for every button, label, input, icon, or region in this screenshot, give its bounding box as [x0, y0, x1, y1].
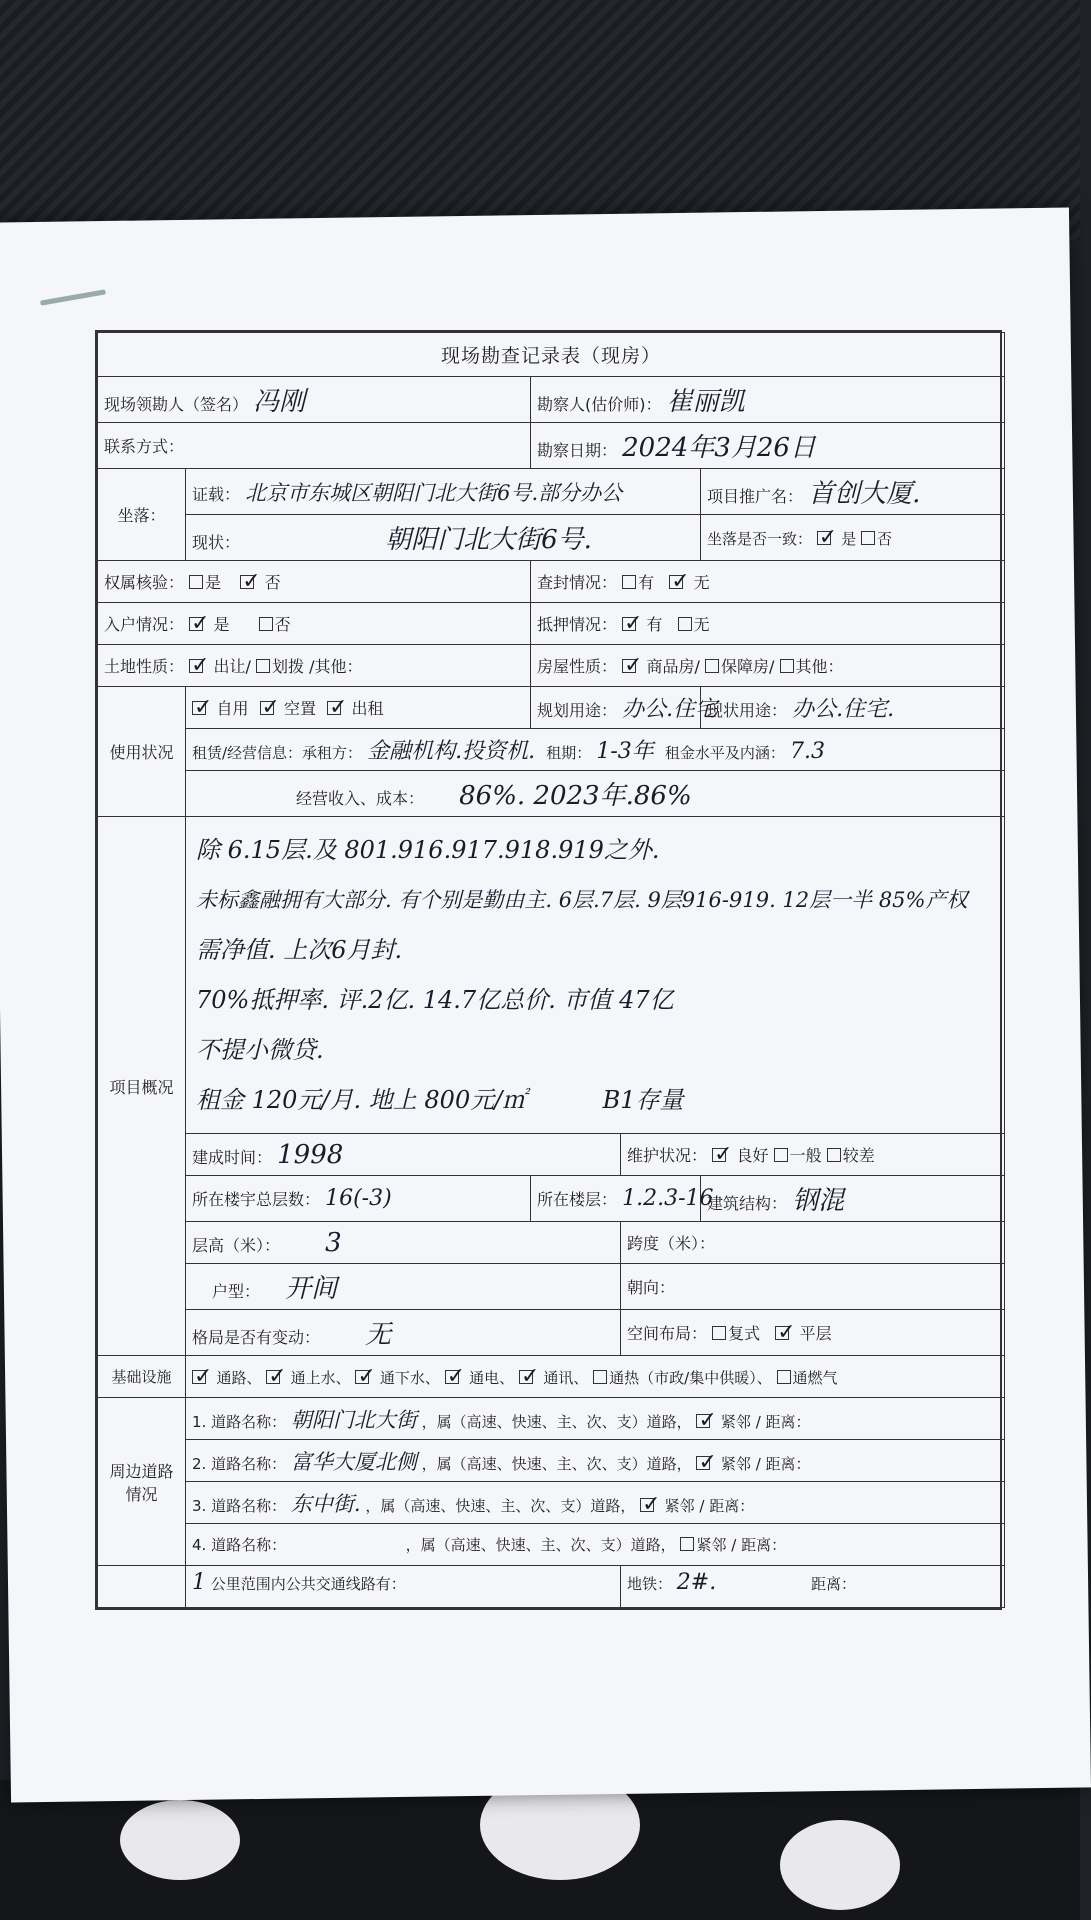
- distance-label: 距离：: [811, 1575, 857, 1593]
- survey-form: [95, 330, 1002, 1610]
- option-yes: 是: [841, 530, 857, 548]
- checkbox-icon[interactable]: [705, 659, 719, 673]
- overview-line: 不提小微贷.: [196, 1036, 324, 1064]
- current-use-cell: [701, 687, 1005, 729]
- plan-use-value: 办公.住宅: [622, 697, 718, 722]
- surveyor-cell: [531, 377, 1005, 423]
- usage-opts-cell: [186, 687, 531, 729]
- maint-cell: [621, 1134, 1005, 1176]
- entry-cell: [98, 603, 531, 645]
- infra-option-road: 通路、: [216, 1369, 262, 1387]
- checkbox-icon[interactable]: [593, 1370, 607, 1384]
- layout-change-label: 格局是否有变动：: [192, 1328, 321, 1347]
- overview-line: 未标鑫融拥有大部分. 有个别是勤由主. 6层.7层. 9层916-919. 12层一半 85%产权: [196, 888, 968, 912]
- road-type-text: ，属（高速、快速、主、次、支）道路，: [365, 1496, 636, 1515]
- checkbox-icon[interactable]: [256, 659, 270, 673]
- road-prefix: 1. 道路名称：: [192, 1412, 287, 1431]
- house-label: 房屋性质：: [537, 657, 618, 676]
- option-distance: / 距离：: [755, 1454, 811, 1473]
- current-use-label: 现状用途：: [707, 701, 788, 720]
- floor-blob: [120, 1800, 240, 1880]
- land-option-allocate: 划拨: [272, 657, 305, 676]
- lead-cell: [98, 377, 531, 423]
- maint-option-poor: 较差: [842, 1146, 875, 1165]
- checkmark-icon: ✓: [446, 1364, 466, 1389]
- option-adjacent: 紧邻: [720, 1412, 751, 1431]
- form-title: 现场勘查记录表（现房）: [98, 333, 1005, 377]
- checkmark-icon: ✓: [194, 695, 213, 720]
- height-value: 3: [325, 1227, 342, 1258]
- subway-label: 地铁：: [627, 1575, 673, 1593]
- option-adjacent: 紧邻: [696, 1536, 727, 1554]
- floor-blob: [780, 1820, 900, 1910]
- checkbox-icon[interactable]: [774, 1148, 788, 1162]
- subway-cell: [621, 1566, 1005, 1608]
- overview-line: 租金 120元/月. 地上 800元/㎡ B1存量: [196, 1086, 684, 1114]
- checkmark-icon: ✓: [357, 1364, 376, 1389]
- income-label: 经营收入、成本：: [296, 789, 425, 808]
- checkmark-icon: ✓: [624, 611, 643, 636]
- option-yes: 是: [213, 615, 230, 634]
- house-option-affordable: 保障房/: [721, 657, 775, 676]
- date-value: 2024年3月26日: [622, 433, 816, 463]
- option-no: 否: [877, 530, 893, 548]
- overview-line: 需净值. 上次6月封.: [196, 936, 403, 964]
- project-name-value: 首创大厦.: [808, 479, 921, 509]
- layout-change-value: 无: [365, 1320, 392, 1350]
- term-label: 租期：: [546, 744, 592, 762]
- checkmark-icon: ✓: [329, 695, 348, 720]
- road-row-3: [186, 1482, 1005, 1524]
- mortgage-label: 抵押情况：: [537, 615, 618, 634]
- lease-cell: [186, 729, 1005, 771]
- transit-cell: [186, 1566, 621, 1608]
- road-name: 富华大厦北侧: [290, 1449, 417, 1474]
- plan-use-label: 规划用途：: [537, 701, 618, 720]
- built-value: 1998: [277, 1139, 344, 1170]
- cert-label: 证载：: [192, 484, 241, 504]
- seizure-cell: [531, 561, 1005, 603]
- checkmark-icon: ✓: [777, 1320, 796, 1345]
- current-label: 现状：: [192, 533, 241, 552]
- checkbox-icon[interactable]: [827, 1148, 841, 1162]
- house-cell: [531, 645, 1005, 687]
- mortgage-cell: [531, 603, 1005, 645]
- option-distance: / 距离：: [731, 1536, 787, 1554]
- structure-value: 钢混: [792, 1186, 845, 1216]
- option-distance: / 距离：: [699, 1496, 755, 1515]
- infra-label: 基础设施: [98, 1356, 186, 1398]
- checkbox-icon[interactable]: [777, 1370, 791, 1384]
- maint-label: 维护状况：: [627, 1146, 708, 1165]
- built-label: 建成时间：: [192, 1147, 273, 1167]
- usage-option-self: 自用: [216, 699, 249, 718]
- road-prefix: 4. 道路名称：: [192, 1536, 287, 1554]
- checkmark-icon: ✓: [714, 1142, 733, 1167]
- current-value: 朝阳门北大街6号.: [385, 525, 592, 555]
- project-name-cell: [701, 469, 1005, 515]
- option-adjacent: 紧邻: [720, 1454, 751, 1473]
- transit-label: 公里范围内公共交通线路有：: [210, 1575, 406, 1593]
- checkmark-icon: ✓: [194, 1364, 213, 1389]
- checkbox-icon[interactable]: [780, 659, 794, 673]
- road-row-2: [186, 1440, 1005, 1482]
- checkmark-icon: ✓: [818, 525, 838, 550]
- land-cell: [98, 645, 531, 687]
- checkbox-icon[interactable]: [861, 531, 875, 545]
- infra-option-water-supply: 通上水、: [290, 1369, 351, 1387]
- span-label: 跨度（米）：: [621, 1222, 1005, 1264]
- usage-option-vacant: 空置: [283, 699, 316, 718]
- space-label: 空间布局：: [627, 1324, 708, 1343]
- ownership-label: 权属核验：: [104, 573, 185, 592]
- option-has: 有: [638, 573, 655, 592]
- overview-line: 除 6.15层.及 801.916.917.918.919之外.: [196, 836, 660, 864]
- consistent-label: 坐落是否一致：: [707, 530, 813, 548]
- road-row-1: [186, 1398, 1005, 1440]
- checkbox-icon[interactable]: [259, 617, 273, 631]
- road-name: 东中街.: [290, 1491, 361, 1516]
- checkmark-icon: ✓: [698, 1449, 717, 1475]
- roads-label: 周边道路情况: [98, 1398, 186, 1566]
- house-option-commercial: 商品房/: [646, 657, 700, 676]
- lease-label: 租赁/经营信息：承租方：: [192, 744, 363, 762]
- option-has: 有: [646, 615, 663, 634]
- land-option-grant: 出让/: [213, 657, 251, 676]
- type-label: 户型：: [212, 1282, 261, 1301]
- road-prefix: 3. 道路名称：: [192, 1496, 287, 1515]
- overview-label: 项目概况: [98, 817, 186, 1356]
- infra-cell: [186, 1356, 1005, 1398]
- checkmark-icon: ✓: [191, 653, 210, 678]
- current-use-value: 办公.住宅.: [792, 697, 895, 722]
- height-cell: [186, 1222, 621, 1264]
- house-option-other: 其他：: [795, 657, 844, 676]
- cert-value: 北京市东城区朝阳门北大街6号.部分办公: [245, 480, 623, 505]
- location-label: 坐落：: [98, 469, 186, 561]
- road-row-4: [186, 1524, 1005, 1566]
- type-cell: [186, 1264, 621, 1310]
- built-cell: [186, 1134, 621, 1176]
- checkmark-icon: ✓: [698, 1407, 717, 1433]
- checkbox-icon[interactable]: [189, 575, 203, 589]
- structure-cell: [701, 1176, 1005, 1222]
- rent-label: 租金水平及内涵：: [664, 744, 785, 762]
- checkmark-icon: ✓: [268, 1364, 287, 1389]
- term-value: 1-3年: [596, 739, 654, 764]
- infra-option-telecom: 通讯、: [543, 1369, 589, 1387]
- project-name-label: 项目推广名：: [707, 487, 804, 506]
- option-distance: / 距离：: [755, 1412, 811, 1431]
- date-label: 勘察日期：: [537, 441, 618, 460]
- option-none: 无: [693, 573, 710, 592]
- space-cell: [621, 1310, 1005, 1356]
- usage-option-rent: 出租: [351, 699, 384, 718]
- seizure-label: 查封情况：: [537, 573, 618, 592]
- option-adjacent: 紧邻: [664, 1496, 695, 1515]
- entry-label: 入户情况：: [104, 615, 185, 634]
- current-cell: [186, 515, 701, 561]
- survey-table: [97, 332, 1005, 1608]
- land-label: 土地性质：: [104, 657, 185, 676]
- income-value: 86%. 2023年.86%: [459, 781, 692, 811]
- option-no: 否: [264, 573, 281, 592]
- orient-label: 朝向：: [621, 1264, 1005, 1310]
- checkbox-icon[interactable]: [678, 617, 692, 631]
- maint-option-normal: 一般: [789, 1146, 822, 1165]
- land-option-other: /其他：: [309, 657, 363, 676]
- overview-notes: [186, 817, 1005, 1134]
- checkbox-icon[interactable]: [712, 1326, 726, 1340]
- plan-use-cell: [531, 687, 718, 729]
- option-no: 否: [274, 615, 291, 634]
- floors-total-label: 所在楼宇总层数：: [192, 1190, 321, 1209]
- consistent-cell: [701, 515, 1005, 561]
- floor-value: 1.2.3-16: [622, 1186, 714, 1211]
- cert-cell: [186, 469, 701, 515]
- structure-label: 建筑结构：: [707, 1194, 788, 1213]
- checkmark-icon: ✓: [520, 1364, 540, 1389]
- road-type-text: ，属（高速、快速、主、次、支）道路，: [421, 1454, 692, 1473]
- overview-line: 70%抵押率. 评.2亿. 14.7亿总价. 市值 47亿: [196, 986, 674, 1014]
- option-yes: 是: [205, 573, 222, 592]
- checkmark-icon: ✓: [671, 569, 690, 594]
- transit-blank: [98, 1566, 186, 1608]
- lease-value: 金融机构.投资机.: [367, 739, 536, 764]
- checkmark-icon: ✓: [642, 1491, 661, 1517]
- checkbox-icon[interactable]: [622, 575, 636, 589]
- checkmark-icon: ✓: [624, 653, 643, 678]
- infra-option-gas: 通燃气: [792, 1369, 838, 1387]
- road-name: 朝阳门北大街: [290, 1407, 417, 1432]
- usage-label: 使用状况: [98, 687, 186, 817]
- checkmark-icon: ✓: [191, 611, 210, 636]
- road-type-text: ，属（高速、快速、主、次、支）道路，: [405, 1536, 676, 1554]
- checkbox-icon[interactable]: [680, 1537, 694, 1551]
- transit-prefix: 1: [192, 1570, 206, 1595]
- ownership-cell: [98, 561, 531, 603]
- floors-total-cell: [186, 1176, 531, 1222]
- lead-label: 现场领勘人（签名）: [104, 395, 249, 414]
- height-label: 层高（米）：: [192, 1235, 281, 1255]
- space-option-flat: 平层: [799, 1324, 832, 1343]
- checkmark-icon: ✓: [242, 569, 261, 594]
- contact-label: 联系方式：: [98, 423, 531, 469]
- layout-change-cell: [186, 1310, 621, 1356]
- option-none: 无: [693, 615, 710, 634]
- road-type-text: ，属（高速、快速、主、次、支）道路，: [421, 1412, 692, 1431]
- infra-option-power: 通电、: [469, 1369, 515, 1387]
- type-value: 开间: [285, 1274, 338, 1304]
- road-prefix: 2. 道路名称：: [192, 1454, 287, 1473]
- floors-total-value: 16(-3): [325, 1186, 392, 1211]
- infra-option-heating: 通热（市政/集中供暖）、: [609, 1369, 772, 1387]
- desk-background: [0, 0, 1080, 240]
- date-cell: [531, 423, 1005, 469]
- income-cell: [186, 771, 1005, 817]
- infra-option-drainage: 通下水、: [379, 1369, 440, 1387]
- rent-value: 7.3: [790, 739, 825, 764]
- floor-label: 所在楼层：: [537, 1190, 618, 1209]
- space-option-duplex: 复式: [728, 1324, 761, 1343]
- maint-option-good: 良好: [736, 1146, 769, 1165]
- surveyor-signature: 崔丽凯: [666, 387, 745, 417]
- checkmark-icon: ✓: [261, 695, 280, 720]
- lead-signature: 冯刚: [253, 387, 306, 417]
- floor-cell: [531, 1176, 714, 1222]
- subway-value: 2#.: [676, 1570, 717, 1595]
- surveyor-label: 勘察人(估价师)：: [537, 395, 662, 414]
